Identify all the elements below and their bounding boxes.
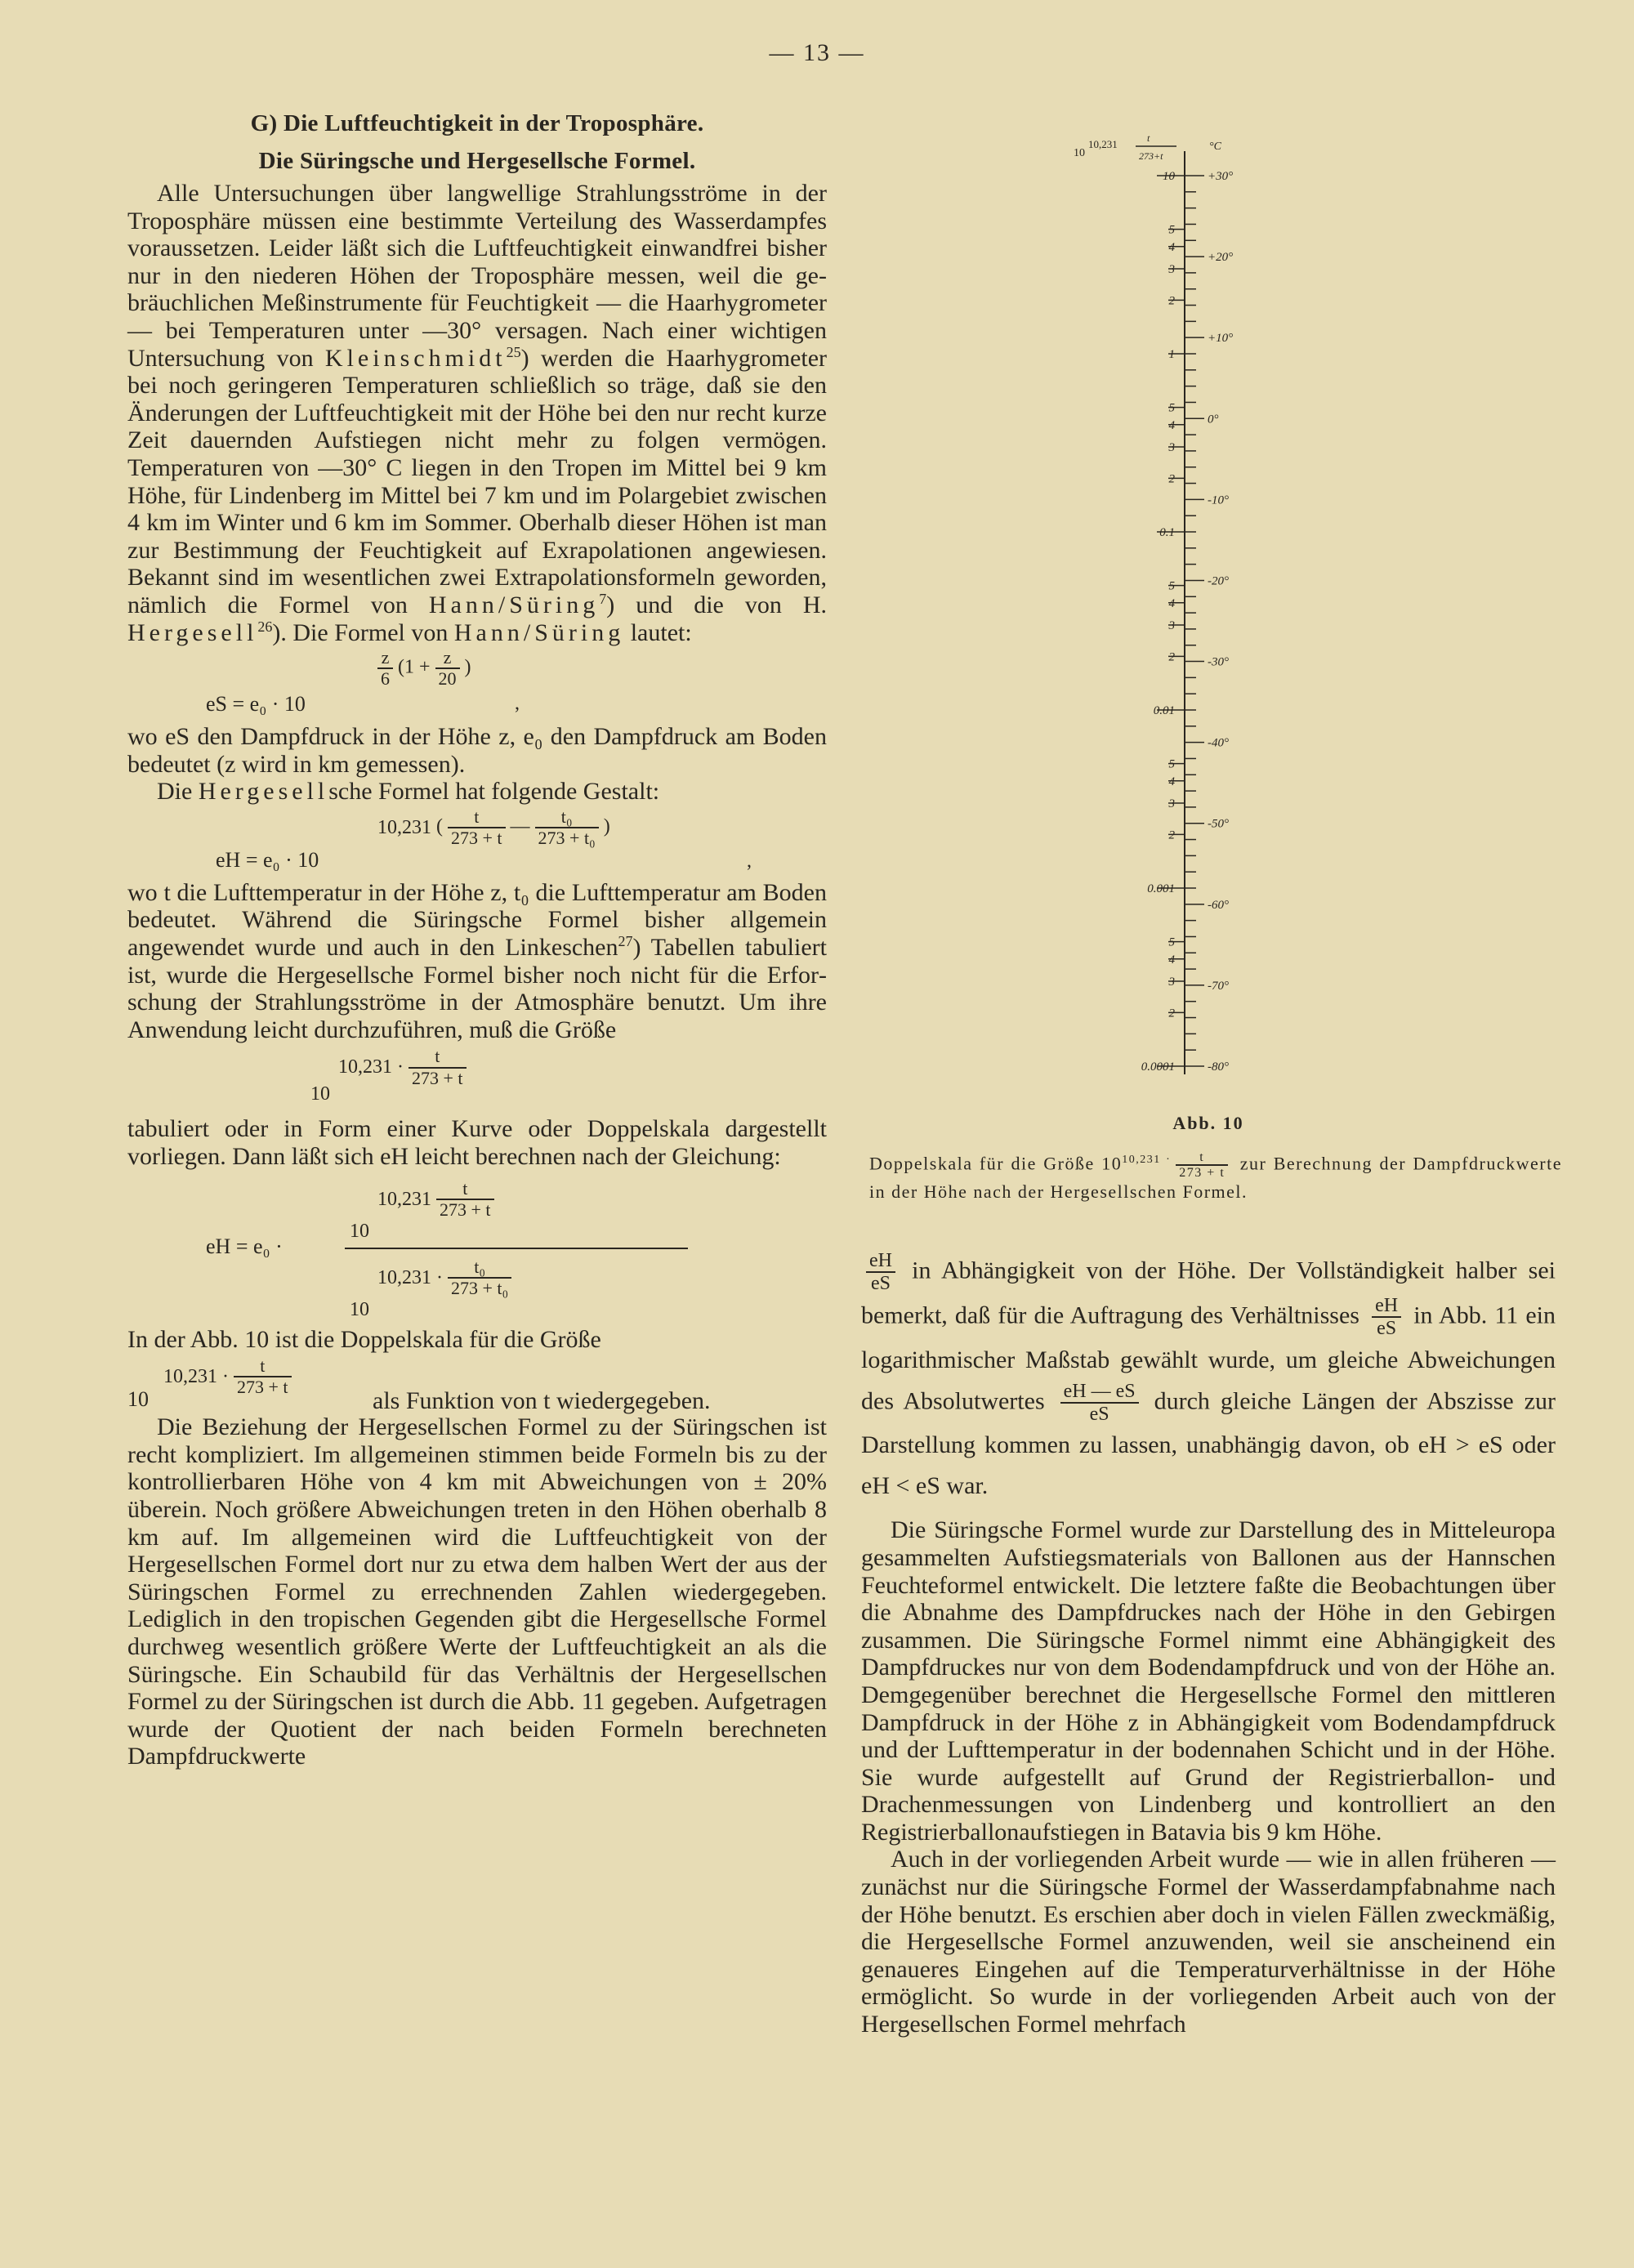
right-scale-label: +20° [1208, 251, 1234, 265]
section-subheading: Die Süringsche und Hergesellsche Formel. [258, 148, 696, 174]
right-scale-label: -30° [1208, 655, 1229, 669]
left-scale-label: 5 [1168, 223, 1175, 237]
header-num: t [1147, 132, 1150, 144]
right-scale-label: -80° [1208, 1060, 1229, 1074]
left-scale-label: 4 [1168, 775, 1175, 788]
right-scale-label: -20° [1208, 574, 1229, 588]
right-scale-label: 0° [1208, 413, 1219, 426]
formula-eh-ratio: eH = e₀ · 10,231 $\frac{t}{273 + t}$ 10 10,231 · $\frac{\text{t₀}}{\text{273 + t₀}}$ 10 [127, 1171, 827, 1326]
paragraph-suering-origin: Die Süringsche Formel wurde zur Darstellung des in Mitteleuropa gesammelten Aufstiegsmaterials von Ballonen aus der Hannschen Feuchteformel entwickelt. Die letztere faßte die Beobachtungen über die Abnahme des Dampfdruckes nach der Höhe in den Gebirgen zusammen. Die Süringsche Formel nimmt eine Abhängigkeit des Dampfdruckes nur von dem Bodendampfdruck und von der Höhe an. Demgegenüber berechnet die Hergesellsche Formel den mittleren Dampfdruck in der Höhe z in Abhängigkeit vom Bodendampfdruck und der Lufttemperatur in der bodennahen Schicht und in der Höhe. Sie wurde aufgestellt auf Grund der Registrierballon- und Drachenmessungen von Lindenberg und kontrolliert an den Registrierballonaufstiegen in Batavia bis 9 km Höhe. [861, 1516, 1556, 1846]
formula-quantity: 10 10,231 · $\frac{t}{273 + t}$ [127, 1043, 827, 1115]
right-scale-label: -50° [1208, 817, 1229, 831]
figure-doppelskala [1062, 127, 1356, 1091]
paragraph-tabulation: tabuliert oder in Form einer Kurve oder Doppelskala dargestellt vorliegen. Dann läßt sich eH leicht berechnen nach der Gleichung: [127, 1115, 827, 1171]
figure-title: Abb. 10 [1172, 1113, 1244, 1133]
section-heading: G) Die Luftfeuchtigkeit in der Troposphäre. [250, 110, 704, 136]
left-scale-label: 5 [1168, 401, 1175, 415]
paragraph-variables: wo t die Lufttemperatur in der Höhe z, t₀ die Lufttemperatur am Boden bedeutet. Während die Süringsche Formel bisher allgemein angewendet wurde und auch in den Linkeschen$^{27}$) Tabellen tabuliert ist, wurde die Hergesellsche Formel bisher noch nicht für die Erforschung der Strahlungsströme in der Atmosphäre benutzt. Um ihre Anwendung leicht durchzuführen, muß die Größe [127, 878, 827, 1043]
scale-right-labels [1208, 170, 1233, 1074]
left-scale-label: 0.001 [1147, 882, 1175, 895]
left-scale-label: 5 [1168, 757, 1175, 771]
left-scale-label: 2 [1168, 472, 1175, 486]
paragraph-abb10-ref: In der Abb. 10 ist die Doppelskala für die Größe [127, 1325, 601, 1353]
right-column [861, 1250, 1556, 2038]
paragraph-present-work: Auch in der vorliegenden Arbeit wurde — wie in allen früheren — zunächst nur die Süringsche Formel der Wasserdampfabnahme nach der Höhe benutzt. Es erschien aber doch in vielen Fällen zweckmäßig, die Hergesellsche Formel anzuwenden, weil sie anscheinend ein genaueres Eingehen auf die Temperaturverhältnisse in der Höhe ermöglicht. So wurde in der vorliegenden Arbeit auch von der Hergesellschen Formel mehrfach [861, 1846, 1556, 2038]
paragraph-ratio: $\frac{eH}{eS}$ in Abhängigkeit von der Höhe. Der Vollständigkeit halber sei bemerkt, daß für die Auftragung des Verhältnisses $\frac{eH}{eS}$ in Abb. 11 ein logarithmischer Maßstab gewählt wurde, um gleiche Abweichungen des Absolutwertes $\frac{eH — eS}{eS}$ durch gleiche Längen der Abszisse zur Darstellung kommen zu lassen, unabhängig davon, ob eH > eS oder eH < eS war. [861, 1250, 1556, 1500]
formula-quantity-inline: 10 10,231 · $\frac{t}{273 + t}$ als Funktion von t wiedergegeben. [127, 1355, 711, 1415]
left-scale-label: 10 [1163, 170, 1175, 183]
formula-suering: eS = e₀ · 10 $\frac{z}{6}$ (1 + $\frac{z}{20}$ ) , [206, 647, 520, 717]
right-scale-label: +10° [1208, 332, 1234, 346]
paragraph-hergesell-intro: Die Hergesellsche Formel hat folgende Gestalt: [157, 778, 660, 806]
left-scale-label: 2 [1168, 294, 1175, 308]
paragraph-definition: wo eS den Dampfdruck in der Höhe z, e₀ den Dampfdruck am Boden bedeutet (z wird in km gemessen). [127, 723, 827, 778]
left-scale-label: 0.01 [1153, 704, 1175, 717]
left-scale-label: 3 [1168, 797, 1175, 810]
left-scale-label: 3 [1168, 618, 1175, 632]
left-scale-label: 1 [1168, 348, 1175, 361]
left-scale-label: 2 [1168, 650, 1175, 664]
left-scale-label: 3 [1168, 262, 1175, 276]
right-scale-label: +30° [1208, 170, 1234, 183]
header-base: 10 [1074, 147, 1085, 159]
right-scale-label: -40° [1208, 736, 1229, 750]
left-scale-label: 3 [1168, 975, 1175, 989]
header-unit: °C [1209, 141, 1221, 153]
left-column [127, 105, 827, 1770]
left-scale-label: 3 [1168, 440, 1175, 454]
paragraph-comparison: Die Beziehung der Hergesellschen Formel zu der Süringschen ist recht kompliziert. Im allgemeinen stimmen beide Formeln bis zu der kontrollierbaren Höhe von 4 km mit Abweichungen von ± 20% überein. Noch größere Abweichungen treten in den Höhen oberhalb 8 km auf. Im allgemeinen wird die Luftfeuchtigkeit von der Hergesellschen Formel dort nur zu etwa dem halben Wert der aus der Süringschen Formel zu errechnenden Zahlen wiedergegeben. Lediglich in den tropischen Gegenden gibt die Hergesellsche Formel durchweg wesentlich größere Werte der Luftfeuchtigkeit an als die Süringsche. Ein Schaubild für das Verhältnis der Hergesellschen Formel zu der Süringschen ist durch die Abb. 11 gegeben. Aufgetragen wurde der Quotient der nach beiden Formeln berechneten Dampfdruckwerte [127, 1413, 827, 1770]
right-scale-label: -10° [1208, 493, 1229, 507]
header-den: 273+t [1139, 150, 1163, 162]
right-scale-label: -70° [1208, 979, 1229, 993]
scale-ticks [1157, 176, 1204, 1066]
left-scale-label: 5 [1168, 935, 1175, 949]
header-coef: 10,231 [1088, 138, 1118, 150]
left-scale-label: 4 [1168, 240, 1175, 254]
left-scale-label: 4 [1168, 596, 1175, 610]
formula-hergesell: eH = e₀ · 10 10,231 ( $\frac{t}{273 + t}$ — $\frac{\text{t₀}}{\text{273 + t₀}}$ ) , [216, 806, 752, 872]
left-scale-label: 5 [1168, 579, 1175, 593]
page-number: — 13 — [769, 39, 865, 66]
left-scale-label: 4 [1168, 418, 1175, 432]
left-scale-label: 2 [1168, 1007, 1175, 1020]
scale-left-labels [1141, 170, 1176, 1074]
left-scale-label: 0.0001 [1141, 1060, 1175, 1074]
figure-caption: Doppelskala für die Größe $10^{10,231 \cdot}$ $\frac{t}{273 + t}$ zur Berechnung der Dampfdruckwerte in der Höhe nach der Hergesellschen Formel. [869, 1150, 1563, 1202]
author-kleinschmidt: Kleinschmidt [324, 344, 507, 372]
left-scale-label: 2 [1168, 828, 1175, 842]
paragraph-intro: Alle Untersuchungen über langwellige Strahlungsströme in der Troposphäre müssen eine bestimmte Verteilung des Wasserdampfes voraussetzen. Leider läßt sich die Luftfeuchtigkeit einwandfrei bisher nur in den niederen Höhen der Troposphäre messen, weil die gebräuchlichen Meßinstrumente für Feuchtigkeit — die Haarhygrometer — bei Temperaturen unter —30° versagen. Nach einer wichtigen Untersuchung von Kleinschmidt$^{25}$) werden die Haarhygrometer bei noch geringeren Temperaturen schließlich so träge, daß sie den Änderungen der Luftfeuchtigkeit mit der Höhe bei den nur recht kurze Zeit dauernden Aufstiegen nicht mehr zu folgen vermögen. Temperaturen von —30° C liegen in den Tropen im Mittel bei 9 km Höhe, für Lindenberg im Mittel bei 7 km und im Polargebiet zwischen 4 km im Winter und 6 km im Sommer. Oberhalb dieser Höhen ist man zur Bestimmung der Feuchtigkeit auf Exrapolationen angewiesen. Bekannt sind im wesentlichen zwei Extrapolationsformeln geworden, nämlich die Formel von Hann/Süring$^7$) und die von H. Hergesell$^{26}$). Die Formel von Hann/Süring lautet: [127, 180, 828, 646]
right-scale-label: -60° [1208, 898, 1229, 912]
left-scale-label: 0.1 [1159, 526, 1175, 539]
left-scale-label: 4 [1168, 953, 1175, 967]
double-scale-chart [1062, 127, 1356, 1091]
figure-header [1074, 132, 1222, 162]
